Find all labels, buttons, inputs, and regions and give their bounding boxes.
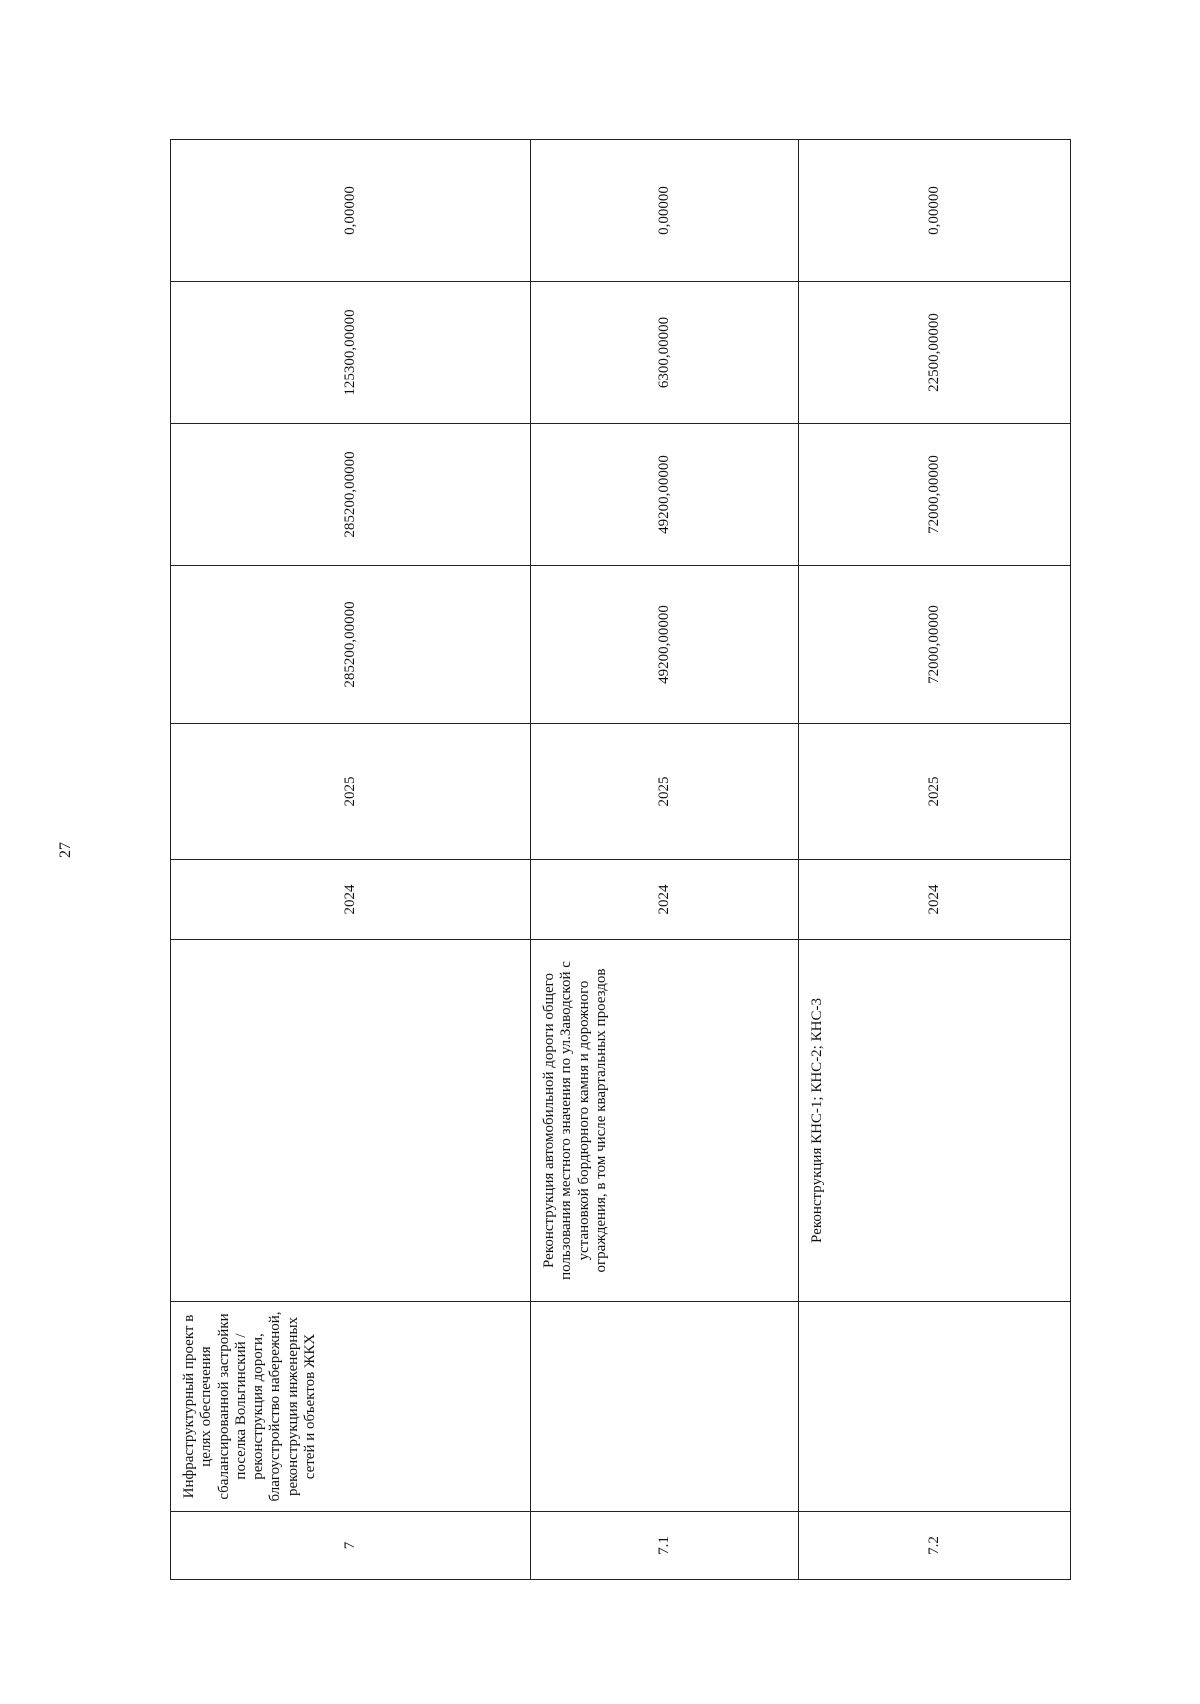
project-table (170, 139, 1071, 1580)
amount-4: 0,00000 (171, 140, 531, 282)
year-start: 2024 (799, 860, 1071, 940)
amount-2: 72000,00000 (799, 424, 1071, 566)
project-description (171, 940, 531, 1302)
amount-1: 49200,00000 (531, 566, 799, 724)
row-number: 7.1 (531, 1512, 799, 1580)
year-start: 2024 (531, 860, 799, 940)
project-description: Реконструкция КНС-1; КНС-2; КНС-3 (799, 940, 1071, 1302)
amount-3: 125300,00000 (171, 282, 531, 424)
project-name (799, 1302, 1071, 1512)
project-name (531, 1302, 799, 1512)
amount-1: 285200,00000 (171, 566, 531, 724)
amount-4: 0,00000 (531, 140, 799, 282)
amount-3: 22500,00000 (799, 282, 1071, 424)
project-description: Реконструкция автомобильной дороги общего пользования местного значения по ул.Заводской с установкой бордюрного камня и дорожного ограждения, в том числе квартальных проездов (531, 940, 799, 1302)
amount-3: 6300,00000 (531, 282, 799, 424)
row-number: 7 (171, 1512, 531, 1580)
row-number: 7.2 (799, 1512, 1071, 1580)
amount-2: 49200,00000 (531, 424, 799, 566)
year-end: 2025 (799, 724, 1071, 860)
project-name: Инфраструктурный проект в целях обеспечения сбалансированной застройки поселка Вольгинский / реконструкция дороги, благоустройство набережной, реконструкция инженерных сетей и объектов ЖКХ (171, 1302, 531, 1512)
amount-4: 0,00000 (799, 140, 1071, 282)
amount-1: 72000,00000 (799, 566, 1071, 724)
amount-2: 285200,00000 (171, 424, 531, 566)
table-row (171, 140, 531, 1580)
year-start: 2024 (171, 860, 531, 940)
rotated-table-wrapper (170, 140, 1070, 1580)
table-row (531, 140, 799, 1580)
table-rotation-layer (170, 140, 1070, 1580)
page-number: 27 (57, 842, 74, 858)
year-end: 2025 (531, 724, 799, 860)
table-row (799, 140, 1071, 1580)
year-end: 2025 (171, 724, 531, 860)
